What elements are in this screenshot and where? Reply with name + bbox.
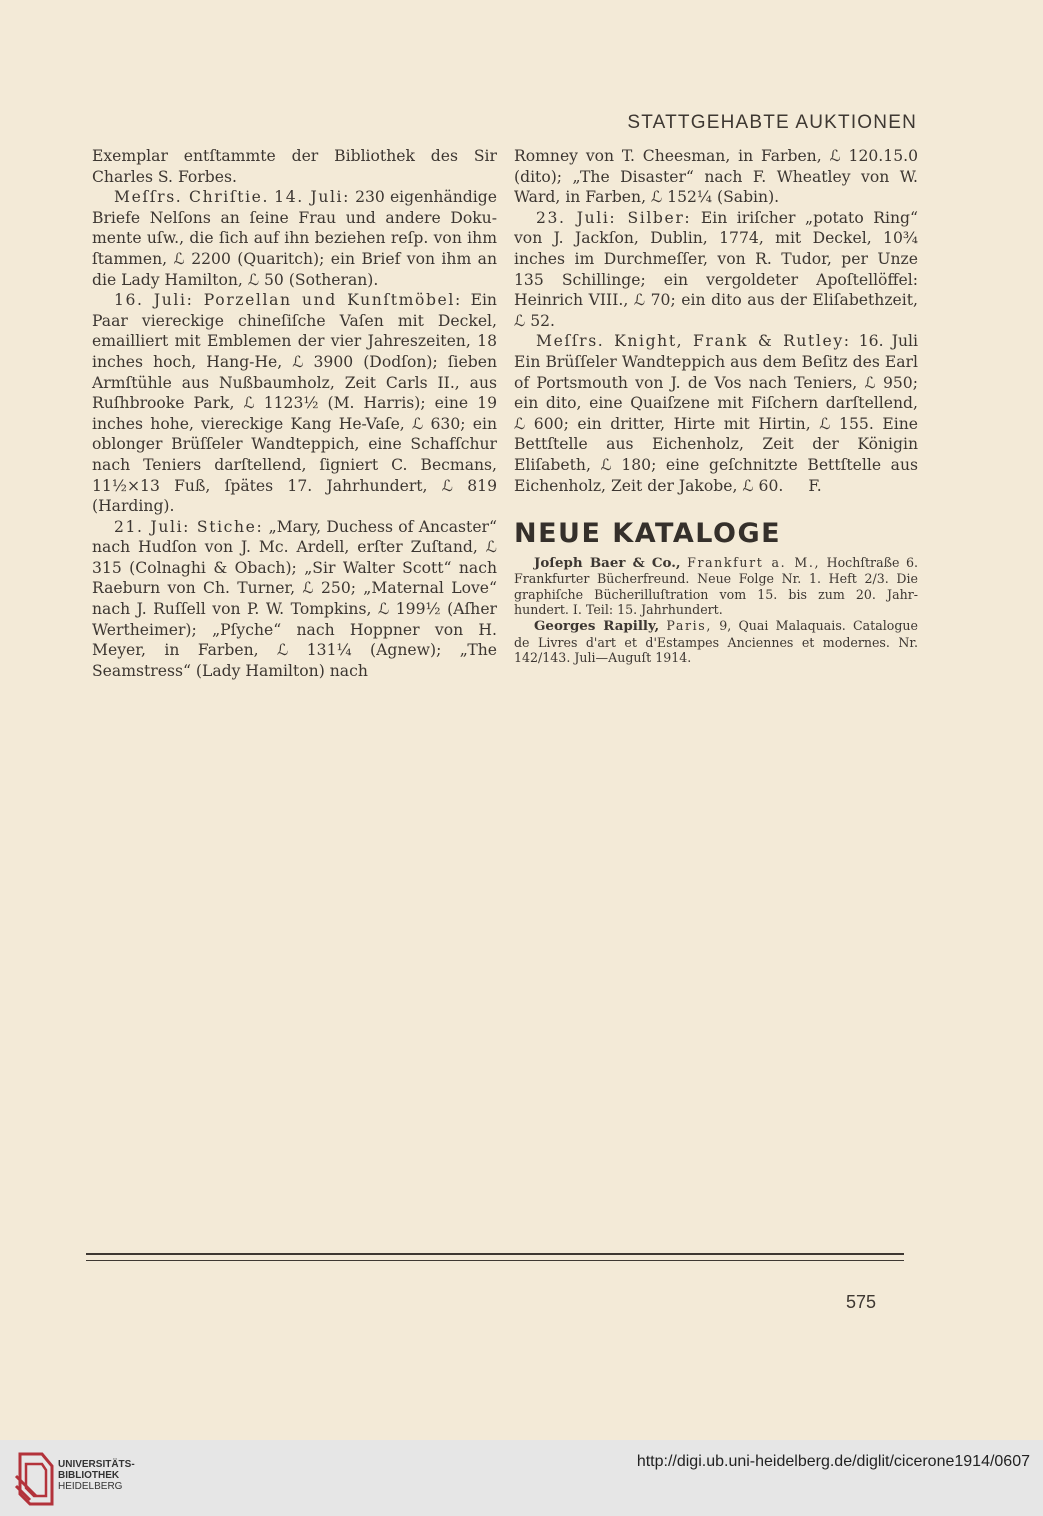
right-column	[514, 146, 918, 666]
library-name: UNIVERSITÄTS- BIBLIOTHEK HEIDELBERG	[58, 1459, 135, 1492]
catalogue-entry	[514, 618, 918, 666]
paragraph	[92, 290, 497, 517]
paragraph-text: „Mary, Duchess of Ancaster“ nach Hudſon von J. Mc. Ardell, erſter Zuſtand, ℒ 315 (Colnaghi & Obach); „Sir Walter Scott“ nach Raeburn von Ch. Turner, ℒ 250; „Maternal Love“ nach J. Ruſſell von P. W. Tompkins, ℒ 199½ (Aſher Wertheimer); „Pſyche“ nach Hoppner von H. Meyer, in Farben, ℒ 131¼ (Agnew); „The Seamstress“ (Lady Hamilton) nach	[92, 517, 497, 680]
publisher-place: Frankfurt a. M.,	[687, 554, 821, 570]
paragraph-text: 16. Juli Ein Brüſſeler Wandteppich aus dem Beſitz des Earl of Portsmouth von J. de Vos nach Teniers, ℒ 950; ein dito, eine Quaiſzene mit Fiſchern darſtellend, ℒ 600; ein dritter, Hirte mit Hirtin, ℒ 155. Eine Bettſtelle aus Eichenholz, Zeit der Königin Eliſabeth, ℒ 180; eine geſchnitzte Bettſtelle aus Eichenholz, Zeit der Jakobe, ℒ 60.	[514, 332, 918, 495]
paragraph	[514, 208, 918, 332]
running-header: STATTGEHABTE AUKTIONEN	[627, 112, 917, 133]
left-column	[92, 146, 497, 681]
publisher-name: Joſeph Baer & Co.,	[534, 554, 681, 571]
auction-section: 23. Juli: Silber:	[536, 208, 692, 227]
library-logo-icon	[12, 1450, 56, 1508]
publisher-place: Paris,	[666, 618, 712, 634]
footer-rule	[86, 1253, 904, 1261]
permalink-url[interactable]: http://digi.ub.uni-heidelberg.de/diglit/cicerone1914/0607	[636, 1453, 1030, 1470]
paragraph: Romney von T. Cheesman, in Farben, ℒ 120.15.0 (dito); „The Disaster“ nach F. Wheatley von W. Ward, in Farben, ℒ 152¼ (Sabin).	[514, 147, 918, 207]
auction-section: 21. Juli: Stiche:	[114, 517, 264, 536]
publisher-name: Georges Rapilly,	[534, 618, 660, 635]
auction-section: 16. Juli: Porzellan und Kunſtmöbel:	[114, 291, 462, 310]
auction-house: Meſſrs. Chriſtie.	[114, 188, 270, 207]
paragraph-text: Ein iriſcher „potato Ring“ von J. Jackſon, Dublin, 1774, mit Deckel, 10¾ inches im Durchmeſſer, von R. Tudor, per Unze 135 Schillinge; ein vergoldeter Apoſtellöffel: Heinrich VIII., ℒ 70; ein dito aus der Eliſabethzeit, ℒ 52.	[514, 208, 918, 330]
paragraph: Exemplar entſtammte der Bibliothek des Sir Charles S. Forbes.	[92, 147, 497, 186]
paragraph	[514, 331, 918, 496]
page-number: 575	[846, 1292, 877, 1312]
author-initial: F.	[808, 476, 822, 495]
section-heading: NEUE KATALOGE	[514, 518, 782, 550]
digitization-footer	[0, 1440, 1043, 1516]
catalogue-text: Hochſtraße 6. Frankfurter Bücherfreund. Neue Folge Nr. 1. Heft 2/3. Die graphiſche Bücherilluſtration vom 15. bis zum 20. Jahrhundert. I. Teil: 15. Jahrhundert.	[514, 554, 919, 618]
catalogue-entry	[514, 555, 918, 618]
rule-thin	[86, 1260, 904, 1261]
auction-date: 14. Juli:	[274, 188, 350, 207]
auction-house: Meſſrs. Knight, Frank & Rutley:	[536, 332, 851, 351]
paragraph	[92, 517, 497, 682]
paragraph	[92, 187, 497, 290]
catalogue-text: 9, Quai Malaquais. Catalogue de Livres d'art et d'Estampes Anciennes et modernes. Nr. 142/143. Juli—Auguſt 1914.	[514, 618, 918, 666]
paragraph-text: 230 eigenhändige Briefe Nelſons an ſeine Frau und andere Dokumente uſw., die ſich auf ihn beziehen reſp. von ihm ſtammen, ℒ 2200 (Quaritch); ein Brief von ihm an die Lady Hamilton, ℒ 50 (Sotheran).	[92, 188, 497, 289]
paragraph-text: Ein Paar viereckige chineſiſche Vaſen mit Deckel, emailliert mit Emblemen der vier Jahreszeiten, 18 inches hoch, Hang-He, ℒ 3900 (Dodſon); ſieben Armſtühle aus Nußbaumholz, Zeit Carls II., aus Ruſhbrooke Park, ℒ 1123½ (M. Harris); eine 19 inches hohe, viereckige Kang He-Vaſe, ℒ 630; ein oblonger Brüſſeler Wandteppich, eine Schafſchur nach Teniers darſtellend, ſigniert C. Becmans, 11½×13 Fuß, ſpätes 17. Jahrhundert, ℒ 819 (Harding).	[92, 291, 497, 516]
rule-thick	[86, 1253, 904, 1255]
